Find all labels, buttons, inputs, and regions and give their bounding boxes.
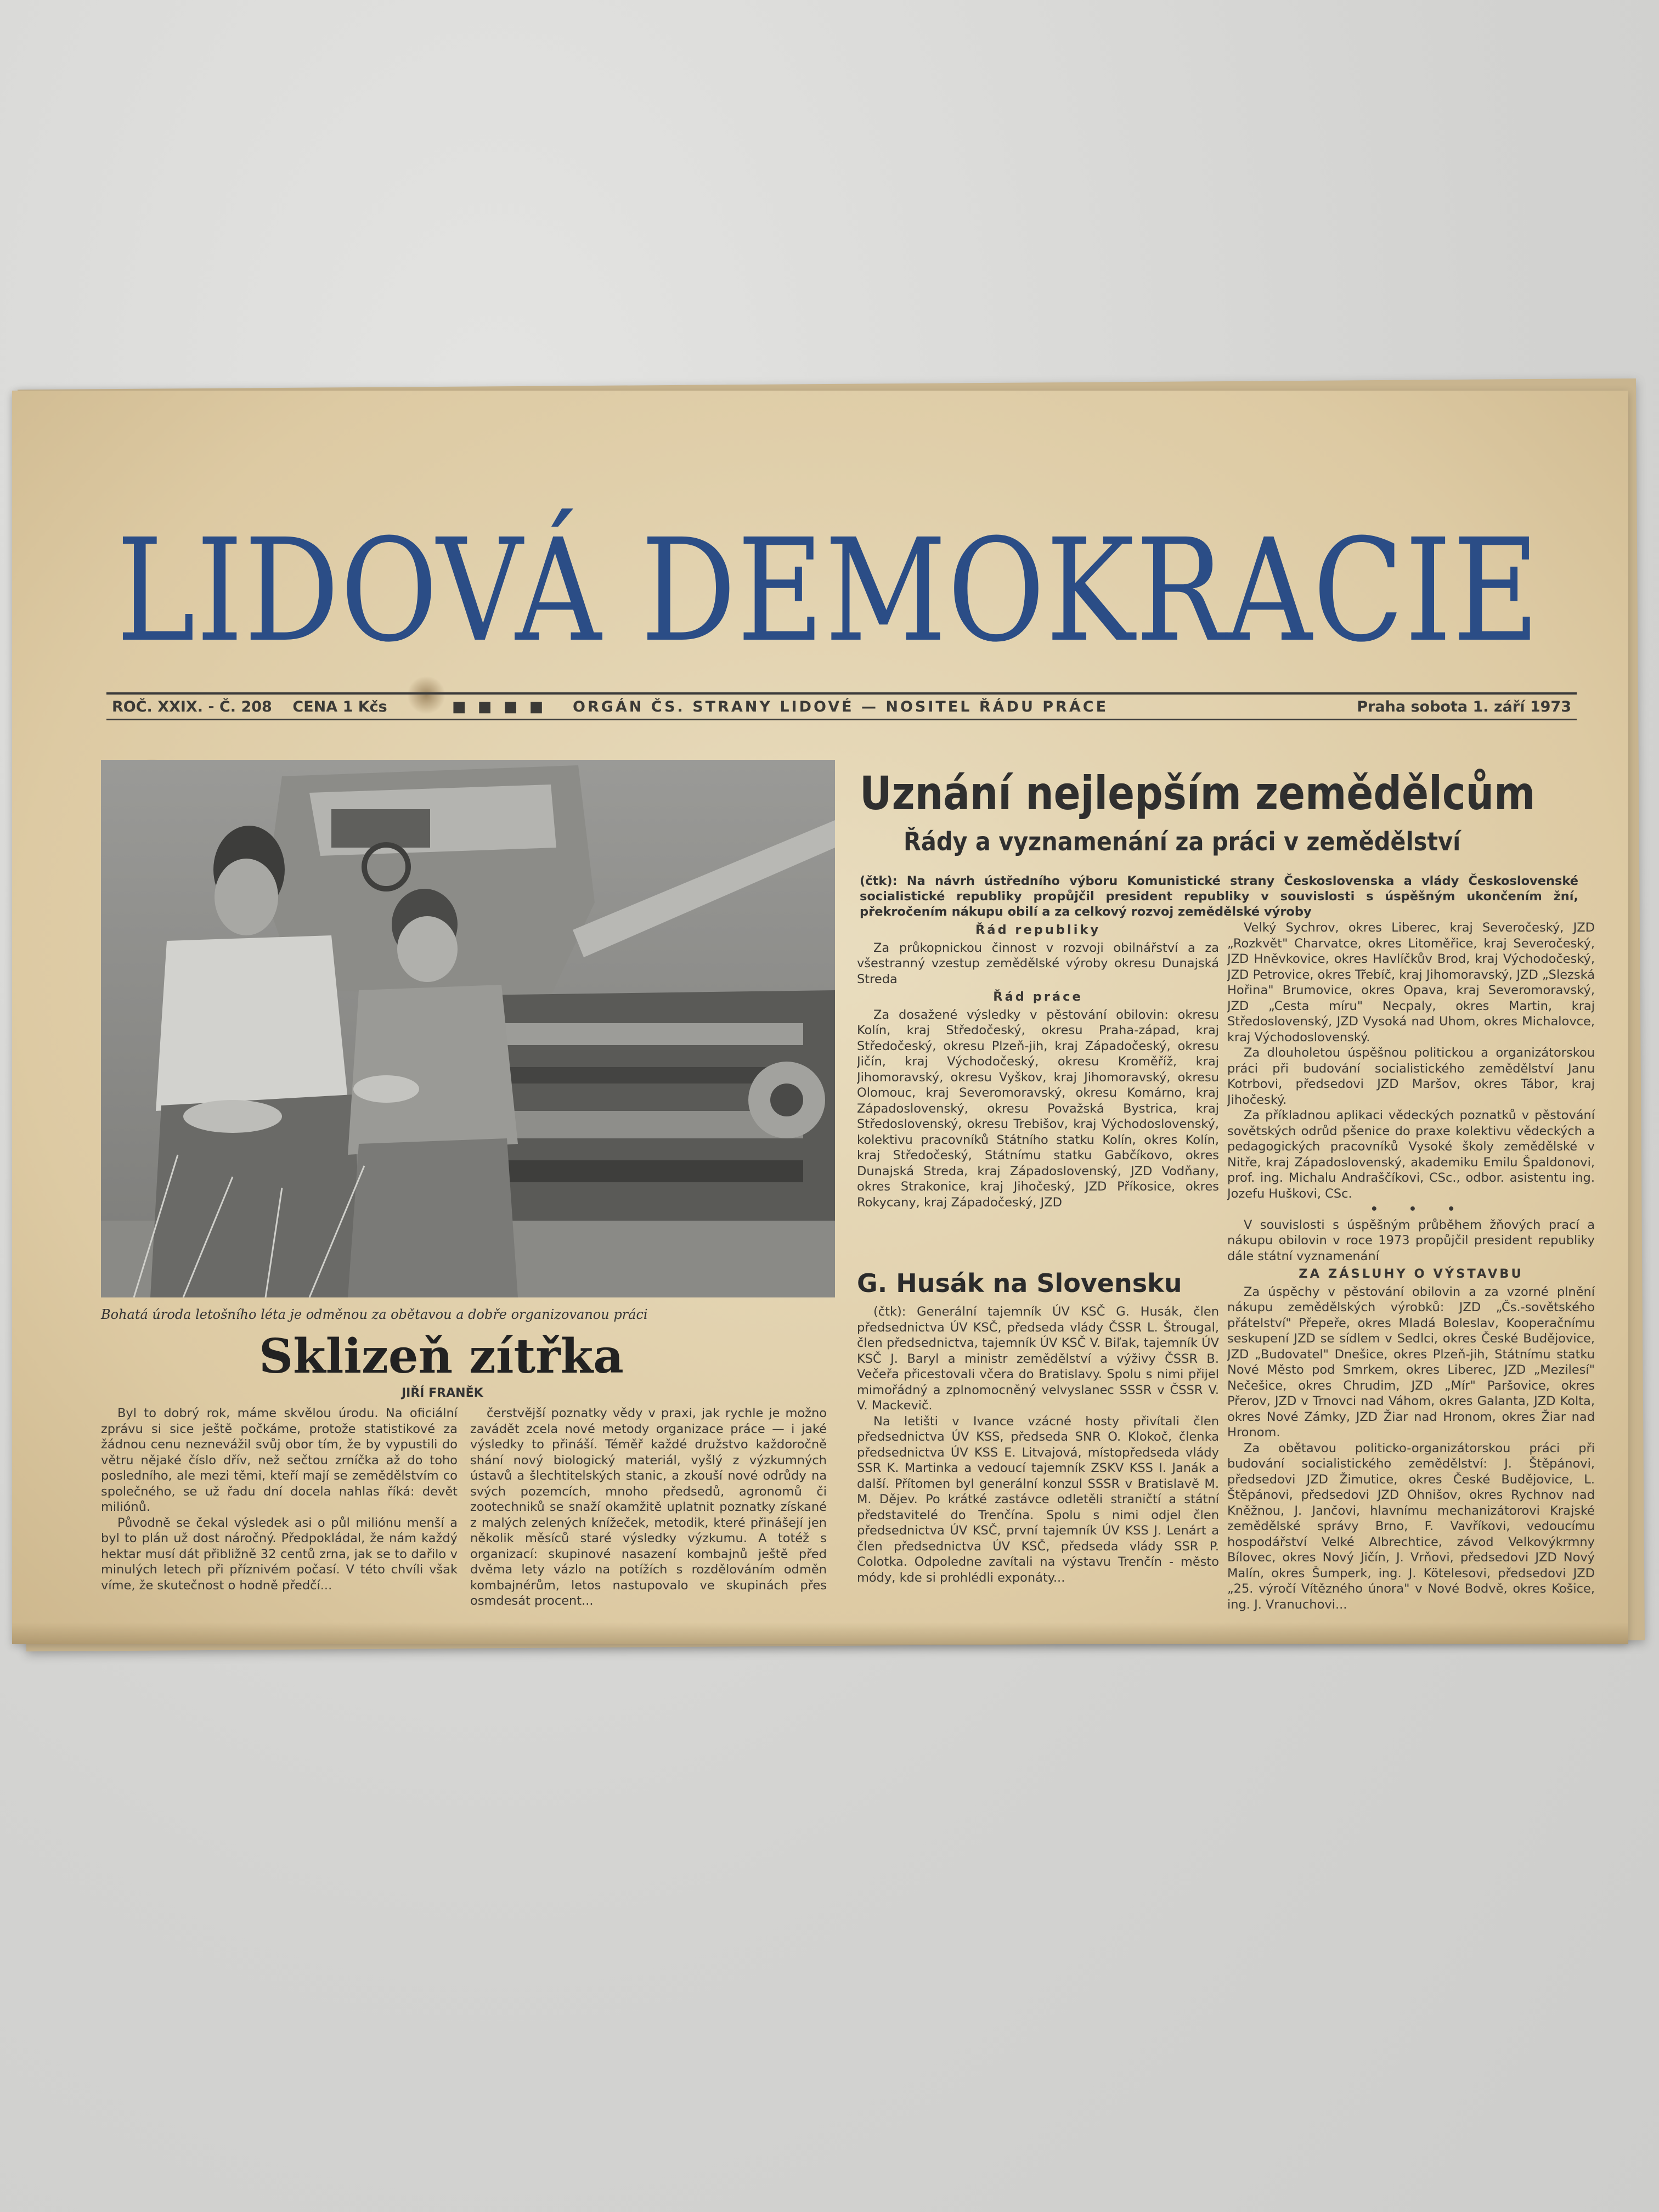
paragraph: Velký Sychrov, okres Liberec, kraj Severočeský, JZD „Rozkvět" Charvatce, okres Litoměřice, kraj Severočeský, JZD Hněvkovice, okres Havlíčkův Brod, kraj Východočeský, JZD Petrovice, okres Třebíč, kraj Jihomoravský, JZD „Slezská Hořina" Brumovice, okres Opava, kraj Severomoravský, JZD „Cesta míru" Necpaly, okres Martin, kraj Středoslovenský, JZD Vysoká nad Uhom, okres Michalovce, kraj Východoslovenský. xyxy=(1227,921,1595,1045)
paragraph: čerstvější poznatky vědy v praxi, jak rychle je možno zavádět zcela nové metody organizace práce — i jaké výsledky to přináší. Téměř každé družstvo každoročně shání nový biologický materiál, vyšlý z výzkumných ústavů a šlechtitelských stanic, a zkouší nové odrůdy na svých pozemcích, mnoho předsedů, agronomů či zootechniků se snaží okamžitě uplatnit poznatky získané z malých zelených knížeček, metodik, které přinášejí jen několik měsíců staré výsledky výzkumu. A totéž s organizací: skupinové nasazení kombajnů ještě před dvěma lety vázlo na potížích s rozdělováním odměn kombajnérům, letos nastupovalo ve skupinách přes osmdesát procent... xyxy=(470,1406,827,1608)
paragraph: Za průkopnickou činnost v rozvoji obilnářství a za všestranný vzestup zemědělské výroby okresu Dunajská Streda xyxy=(857,940,1219,986)
awards-column-1 xyxy=(857,920,1219,1260)
issue-info xyxy=(112,698,387,715)
paragraph: Na letišti v Ivance vzácné hosty přivítali člen předsednictva ÚV KSS, předseda SNR O. Klokoč, členka předsednictva ÚV KSS E. Litvajová, místopředseda vlády SSR K. Martinka a vedoucí tajemník ZSKV KSS I. Janák a další. Přítomen byl generální konzul SSSR v Bratislavě M. M. Dějev. Po krátké zastávce odletěli straničtí a státní představitelé do Trenčína. Spolu s nimi odjel člen předsednictva ÚV KSČ, první tajemník ÚV KSS J. Lenárt a člen předsednictva ÚV KSČ, předseda vlády SSR P. Colotka. Odpoledne zavítali na výstavu Trenčín - město módy, kde si prohlédli exponáty... xyxy=(857,1414,1219,1585)
paragraph: (čtk): Generální tajemník ÚV KSČ G. Husák, člen předsednictva ÚV KSČ, předseda vlády ČSSR L. Štrougal, člen předsednictva, tajemník ÚV KSČ V. Biľak, tajemník ÚV KSČ J. Baryl a ministr zemědělství a výživy ČSSR B. Večeřa přicestovali včera do Bratislavy. Spolu s nimi přijel mimořádný a zplnomocněný velvyslanec SSSR v ČSSR V. V. Mackevič. xyxy=(857,1305,1219,1413)
awards-subheadline: Řády a vyznamenání za práci v zemědělství xyxy=(904,827,1461,856)
paragraph: Za dlouholetou úspěšnou politickou a organizátorskou práci při budování socialistického zemědělství Janu Kotrbovi, předsedovi JZD Maršov, okres Tábor, kraj Jihočeský. xyxy=(1227,1046,1595,1107)
harvest-photo-image xyxy=(101,760,835,1297)
masthead-title: LIDOVÁ DEMOKRACIE xyxy=(116,509,1541,673)
section-title: ZA ZÁSLUHY O VÝSTAVBU xyxy=(1299,1267,1523,1281)
issue-number: ROČ. XXIX. - Č. 208 xyxy=(112,698,272,715)
paragraph: V souvislosti s úspěšným průběhem žňových prací a nákupu obilovin v roce 1973 propůjčil president republiky dále státní vyznamenání xyxy=(1227,1217,1595,1263)
paragraph: Za úspěchy v pěstování obilovin a za vzorné plnění nákupu zemědělských výrobků: JZD „Čs.-sovětského přátelství" Přepeře, okres Mladá Boleslav, Kooperačnímu seskupení JZD se sídlem v Sedlci, okres České Budějovice, JZD „Budovatel" Dnešice, okres Plzeň-jih, Státnímu statku Nové Město pod Smrkem, okres Liberec, JZD „Mezilesí" Nečešice, okres Chrudim, JZD „Mír" Paršovice, okres Přerov, JZD v Trnovci nad Váhom, okres Galanta, JZD Kolta, okres Nové Zámky, JZD Žiar nad Hronom, okres Žiar nad Hronom. xyxy=(1227,1284,1595,1440)
section-title: Řád práce xyxy=(993,990,1083,1004)
newspaper-page xyxy=(12,391,1628,1644)
harvest-column-2 xyxy=(470,1406,827,1644)
paragraph: Za dosažené výsledky v pěstování obilovin: okresu Kolín, kraj Středočeský, okresu Praha-západ, kraj Středočeský, okresu Plzeň-jih, kraj Západočeský, okresu Jičín, kraj Východočeský, okresu Kroměříž, kraj Jihomoravský, okresu Vyškov, kraj Jihomoravský, okresu Olomouc, kraj Severomoravský, okresu Komárno, kraj Západoslovenský, okresu Považská Bystrica, kraj Středoslovenský, okresu Trebišov, kraj Východoslovenský, kolektivu pracovníků Státního statku Kolín, okres Kolín, kraj Středočeský, Státnímu statku Gabčíkovo, okres Dunajská Streda, kraj Západoslovenský, JZD Vodňany, okres Strakonice, kraj Jihočeský, JZD Příkosice, okres Rokycany, kraj Západočeský, JZD xyxy=(857,1007,1219,1210)
issue-date: Praha sobota 1. září 1973 xyxy=(1357,698,1571,715)
harvest-headline: Sklizeň zítřka xyxy=(259,1329,624,1384)
awards-headline: Uznání nejlepším zemědělcům xyxy=(860,766,1536,820)
awards-lead: (čtk): Na návrh ústředního výboru Komunistické strany Československa a vlády Československé socialistické republiky propůjčil president republiky v souvislosti s úspěšným ukončením žní, překročením nákupu obilí a za celkový rozvoj zemědělské výroby xyxy=(860,874,1578,919)
section-title: Řád republiky xyxy=(975,923,1101,937)
husak-column xyxy=(857,1304,1219,1644)
paragraph: Původně se čekal výsledek asi o půl miliónu menší a byl to plán už dost náročný. Předpokládal, že nám každý hektar musí dát přibližně 32 centů zrna, jak se to dařilo v minulých letech při příznivém počasí. V této chvíli však víme, že skutečnost o hodně předčí... xyxy=(101,1515,458,1593)
issue-price: CENA 1 Kčs xyxy=(292,698,387,715)
tagline: ORGÁN ČS. STRANY LIDOVÉ — NOSITEL ŘÁDU PRÁCE xyxy=(573,698,1109,715)
paragraph: Za příkladnou aplikaci vědeckých poznatků v pěstování sovětských odrůd pšenice do praxe kolektivu vědeckých a pedagogických pracovníků Vysoké školy zemědělské v Nitře, kraj Západoslovenský, akademiku Emilu Špaldonovi, prof. ing. Michalu Andraščíkovi, CSc., odbor. asistentu ing. Jozefu Huškovi, CSc. xyxy=(1227,1108,1595,1201)
harvest-photo xyxy=(101,760,835,1297)
awards-column-2 xyxy=(1227,920,1595,1644)
decorative-dots: ■ ■ ■ ■ xyxy=(452,698,547,715)
paragraph: Byl to dobrý rok, máme skvělou úrodu. Na oficiální zprávu si sice ještě počkáme, protože statistikové za žádnou cenu neznevážil svůj obor tím, že by vypustili do větru nějaké číslo dřív, než sečtou zrníčka až do toho posledního, ale mezi těmi, kteří mají se zemědělstvím co společného, se už řadu dní docela nahlas říká: devět miliónů. xyxy=(101,1406,458,1514)
separator-dots: • • • xyxy=(1370,1202,1469,1216)
masthead-info-bar xyxy=(106,692,1577,720)
paragraph: Za obětavou politicko-organizátorskou práci při budování socialistického zemědělství: J. Štěpánovi, předsedovi JZD Žimutice, okres České Budějovice, L. Štěpánovi, předsedovi JZD Ohnišov, okres Rychnov nad Kněžnou, J. Jančovi, hlavnímu mechanizátorovi Krajské zemědělské správy Brno, F. Vavříkovi, vedoucímu hospodářství Velké Albrechtice, závod Velkovýkrmny Bílovec, okres Nový Jičín, J. Vrňovi, předsedovi JZD Nový Malín, okres Šumperk, ing. J. Kötelesovi, předsedovi JZD „25. výročí Vítězného února" v Nové Bodvě, okres Košice, ing. J. Vranuchovi... xyxy=(1227,1441,1595,1612)
paper-fold-shadow xyxy=(12,1622,1628,1644)
harvest-column-1 xyxy=(101,1406,458,1644)
husak-headline: G. Husák na Slovensku xyxy=(857,1268,1182,1298)
harvest-author: JIŘÍ FRANĚK xyxy=(402,1386,483,1400)
photo-caption: Bohatá úroda letošního léta je odměnou za obětavou a dobře organizovanou práci xyxy=(101,1307,648,1322)
